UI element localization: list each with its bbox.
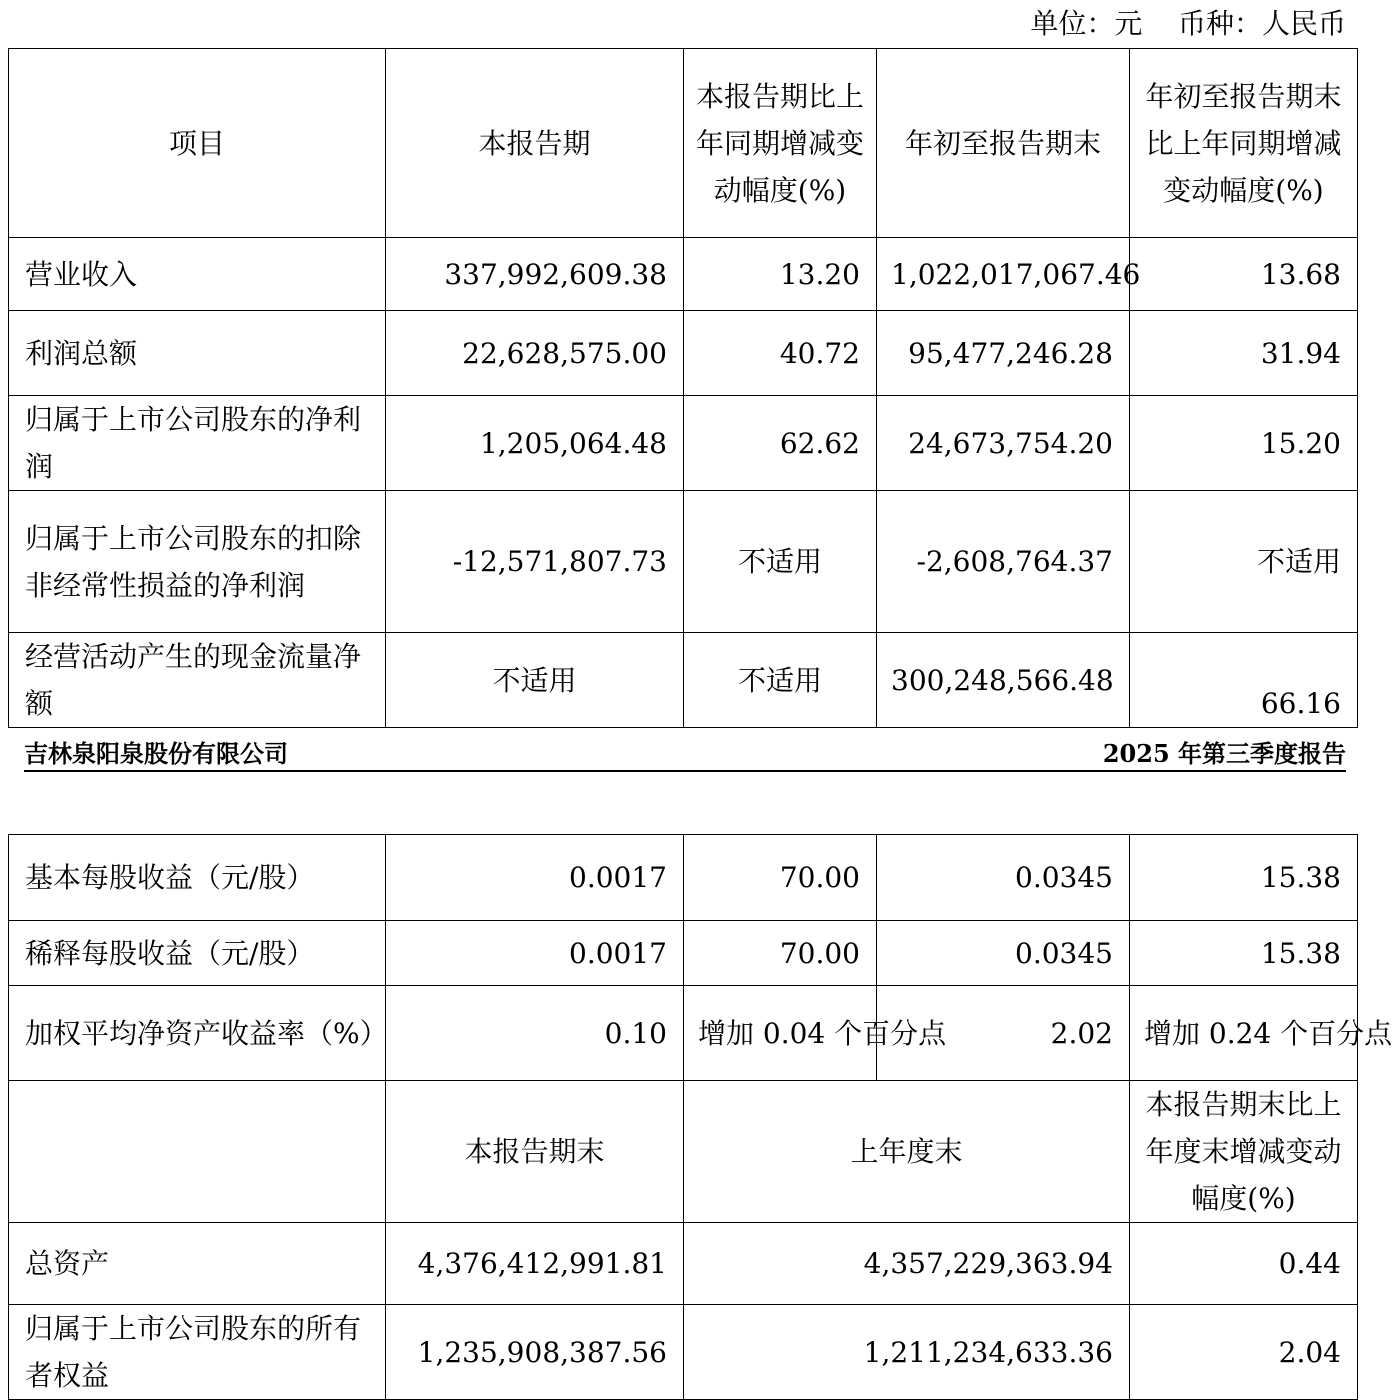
cell-current: -12,571,807.73	[386, 491, 684, 633]
header-ytd-change: 年初至报告期末比上年同期增减变动幅度(%)	[1130, 49, 1358, 238]
cell-change: 0.44	[1130, 1223, 1358, 1305]
cell-ytd: 0.0345	[877, 835, 1130, 921]
cell-ytd: 0.0345	[877, 921, 1130, 986]
unit-currency-note: 单位：元 币种：人民币	[1030, 7, 1346, 40]
header-blank	[9, 1081, 386, 1223]
cell-ytd: 95,477,246.28	[877, 311, 1130, 396]
table-row	[9, 491, 1358, 633]
row-label: 经营活动产生的现金流量净额	[9, 633, 386, 728]
table-row	[9, 396, 1358, 491]
balance-header-row	[9, 1081, 1358, 1223]
cell-current: 337,992,609.38	[386, 238, 684, 311]
financial-data-table-continued	[8, 834, 1392, 1400]
cell-current-change: 不适用	[684, 633, 877, 728]
cell-current: 0.0017	[386, 921, 684, 986]
cell-current: 0.10	[386, 986, 684, 1081]
table-header-row	[9, 49, 1358, 238]
cell-ytd: -2,608,764.37	[877, 491, 1130, 633]
cell-period-end: 1,235,908,387.56	[386, 1305, 684, 1400]
row-label: 稀释每股收益（元/股）	[9, 921, 386, 986]
cell-period-end: 4,376,412,991.81	[386, 1223, 684, 1305]
cell-ytd: 300,248,566.48	[877, 633, 1130, 728]
row-label: 营业收入	[9, 238, 386, 311]
cell-current-change: 增加 0.04 个百分点	[684, 986, 877, 1081]
cell-current: 0.0017	[386, 835, 684, 921]
cell-ytd-change: 66.16	[1130, 633, 1358, 728]
cell-current-change: 40.72	[684, 311, 877, 396]
page-footer	[24, 728, 1346, 772]
cell-current-change: 62.62	[684, 396, 877, 491]
cell-ytd-change: 15.38	[1130, 835, 1358, 921]
table-row	[9, 311, 1358, 396]
cell-ytd-change: 增加 0.24 个百分点	[1130, 986, 1358, 1081]
table-row	[9, 633, 1358, 728]
table-row	[9, 1223, 1358, 1305]
row-label: 利润总额	[9, 311, 386, 396]
row-label: 归属于上市公司股东的净利润	[9, 396, 386, 491]
cell-ytd-change: 15.38	[1130, 921, 1358, 986]
cell-ytd-change: 15.20	[1130, 396, 1358, 491]
row-label: 归属于上市公司股东的所有者权益	[9, 1305, 386, 1400]
cell-ytd: 2.02	[877, 986, 1130, 1081]
cell-current: 22,628,575.00	[386, 311, 684, 396]
row-label: 总资产	[9, 1223, 386, 1305]
cell-current-change: 不适用	[684, 491, 877, 633]
cell-current-change: 70.00	[684, 921, 877, 986]
cell-current: 1,205,064.48	[386, 396, 684, 491]
company-name: 吉林泉阳泉股份有限公司	[24, 739, 288, 768]
row-label: 归属于上市公司股东的扣除非经常性损益的净利润	[9, 491, 386, 633]
header-ytd: 年初至报告期末	[877, 49, 1130, 238]
table-row	[9, 835, 1358, 921]
cell-ytd-change: 13.68	[1130, 238, 1358, 311]
cell-prior-year-end: 1,211,234,633.36	[684, 1305, 1130, 1400]
header-prior-year-end: 上年度末	[684, 1081, 1130, 1223]
table-row	[9, 986, 1358, 1081]
header-current-change: 本报告期比上年同期增减变动幅度(%)	[684, 49, 877, 238]
table-row	[9, 238, 1358, 311]
header-change: 本报告期末比上年度末增减变动幅度(%)	[1130, 1081, 1358, 1223]
report-title: 2025 年第三季度报告	[1102, 739, 1346, 768]
cell-current-change: 70.00	[684, 835, 877, 921]
cell-ytd-change: 不适用	[1130, 491, 1358, 633]
cell-current-change: 13.20	[684, 238, 877, 311]
header-period-end: 本报告期末	[386, 1081, 684, 1223]
cell-current: 不适用	[386, 633, 684, 728]
table-row	[9, 1305, 1358, 1400]
cell-ytd-change: 31.94	[1130, 311, 1358, 396]
row-label: 加权平均净资产收益率（%）	[9, 986, 386, 1081]
header-item: 项目	[9, 49, 386, 238]
financial-data-table-main	[8, 48, 1358, 728]
cell-ytd: 24,673,754.20	[877, 396, 1130, 491]
header-current-period: 本报告期	[386, 49, 684, 238]
cell-change: 2.04	[1130, 1305, 1358, 1400]
cell-prior-year-end: 4,357,229,363.94	[684, 1223, 1130, 1305]
table-row	[9, 921, 1358, 986]
cell-ytd: 1,022,017,067.46	[877, 238, 1130, 311]
row-label: 基本每股收益（元/股）	[9, 835, 386, 921]
